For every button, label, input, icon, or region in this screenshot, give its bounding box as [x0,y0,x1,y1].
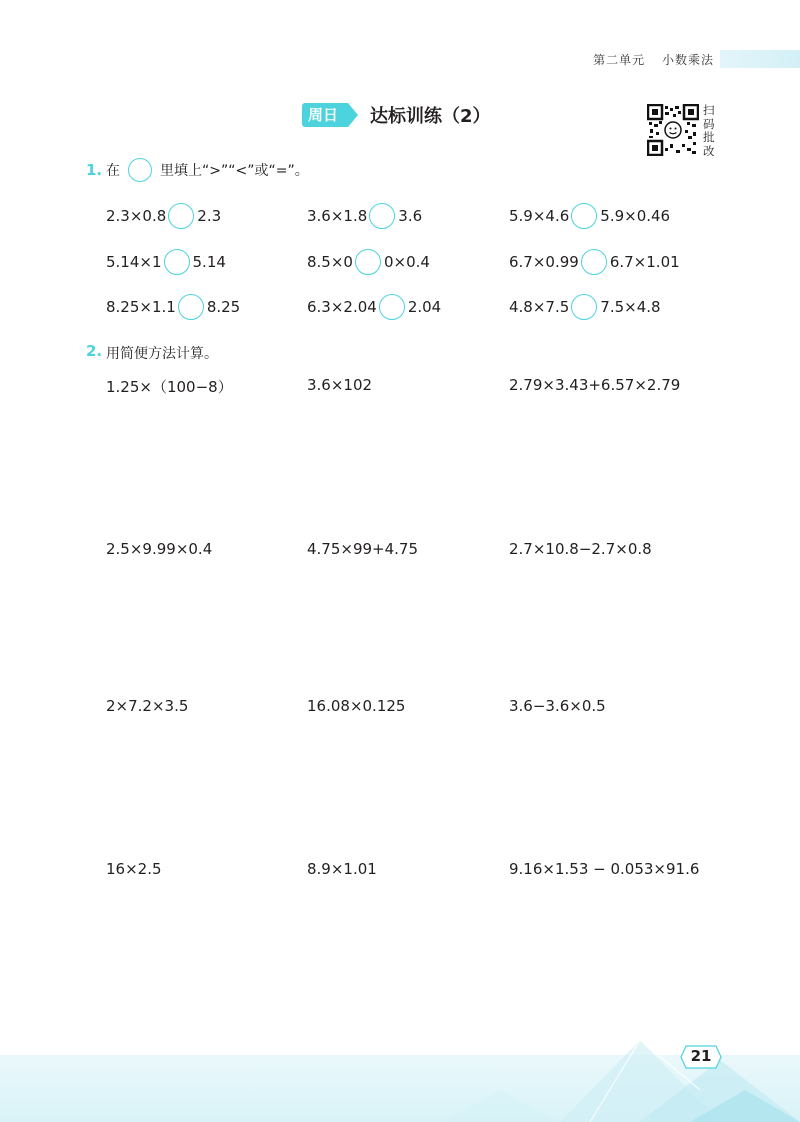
calc-expression: 8.9×1.01 [307,860,377,878]
compare-right: 8.25 [206,298,241,316]
answer-circle[interactable] [164,249,190,275]
calc-expression: 16.08×0.125 [307,697,406,715]
compare-item [509,203,670,229]
compare-item [106,294,240,320]
compare-left: 4.8×7.5 [509,298,570,316]
compare-right: 2.3 [197,207,222,225]
calc-expression: 9.16×1.53 − 0.053×91.6 [509,860,700,878]
running-header [581,51,714,68]
question-1-prompt [106,158,309,182]
calc-expression: 2.79×3.43+6.57×2.79 [509,376,681,394]
qr-label [703,104,717,158]
qr-label-char: 码 [703,116,715,131]
qr-label-char: 批 [703,130,715,144]
compare-right: 5.9×0.46 [600,207,671,225]
compare-item [106,249,226,275]
title-block [302,102,491,128]
compare-left: 8.5×0 [307,253,353,271]
footer-mountains-decoration [0,1030,800,1122]
day-tag: 周日 [302,103,348,127]
page-title: 达标训练（2） [370,106,491,127]
answer-circle-example [128,158,152,182]
question-1-number: 1. [86,161,103,179]
qr-label-char: 改 [703,143,715,158]
compare-left: 8.25×1.1 [106,298,176,316]
compare-item [307,294,441,320]
header-topic: 小数乘法 [661,53,714,67]
calc-expression: 2.7×10.8−2.7×0.8 [509,540,652,558]
compare-left: 2.3×0.8 [106,207,167,225]
calc-expression: 3.6−3.6×0.5 [509,697,606,715]
answer-circle[interactable] [379,294,405,320]
compare-item [509,294,661,320]
qr-label-char: 扫 [703,103,715,117]
compare-right: 6.7×1.01 [609,253,680,271]
answer-circle[interactable] [355,249,381,275]
calc-expression: 2.5×9.99×0.4 [106,540,213,558]
question-1-text-after: 里填上“>”“<”或“=”。 [160,163,309,179]
calc-expression: 16×2.5 [106,860,162,878]
question-2-number: 2. [86,342,103,360]
calc-expression: 1.25×（100−8） [106,378,233,396]
answer-circle[interactable] [571,294,597,320]
compare-item [307,249,430,275]
compare-right: 0×0.4 [383,253,430,271]
header-band [720,50,800,68]
qr-code-icon[interactable] [647,104,699,156]
calc-expression: 4.75×99+4.75 [307,540,419,558]
calc-expression: 2×7.2×3.5 [106,697,189,715]
calc-expression: 3.6×102 [307,376,373,394]
compare-item [307,203,422,229]
answer-circle[interactable] [168,203,194,229]
header-unit: 第二单元 [593,53,646,67]
compare-right: 5.14 [192,253,226,271]
compare-left: 5.9×4.6 [509,207,570,225]
compare-item [509,249,680,275]
answer-circle[interactable] [369,203,395,229]
compare-right: 3.6 [398,207,423,225]
compare-right: 7.5×4.8 [600,298,661,316]
compare-left: 5.14×1 [106,253,162,271]
page-number: 21 [690,1047,712,1065]
compare-right: 2.04 [407,298,442,316]
question-2-prompt: 用简便方法计算。 [106,346,218,362]
compare-left: 3.6×1.8 [307,207,368,225]
compare-item [106,203,221,229]
question-1-text-before: 在 [106,163,120,179]
answer-circle[interactable] [581,249,607,275]
compare-left: 6.3×2.04 [307,298,377,316]
answer-circle[interactable] [571,203,597,229]
answer-circle[interactable] [178,294,204,320]
compare-left: 6.7×0.99 [509,253,579,271]
